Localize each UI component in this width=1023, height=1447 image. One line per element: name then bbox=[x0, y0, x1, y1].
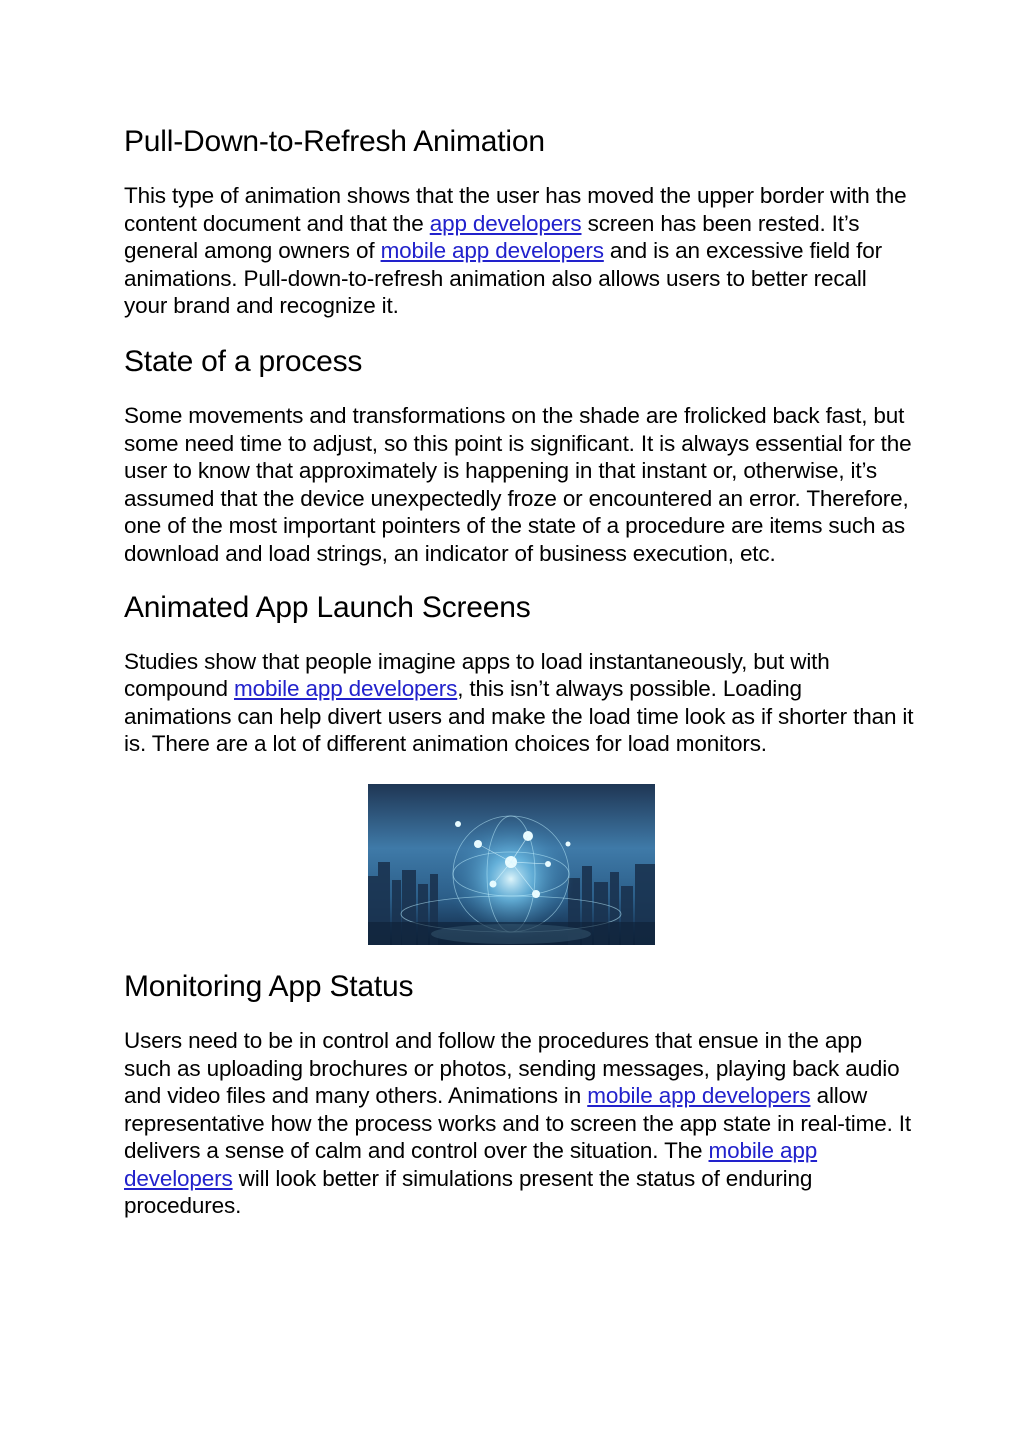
paragraph-text: and is an excessive field for animations. Pull-down-to-refresh animation also allows users to better recall your brand and recognize it. bbox=[124, 238, 882, 319]
paragraph-text: will look better if simulations present the status of enduring procedures. bbox=[124, 1165, 813, 1219]
mobile-app-developers-link[interactable]: mobile app developers bbox=[380, 238, 604, 264]
network-city-image bbox=[368, 784, 655, 945]
section-heading-state-of-process: State of a process bbox=[124, 344, 363, 378]
section-paragraph-monitoring-status bbox=[124, 1027, 914, 1220]
paragraph-text: Some movements and transformations on the shade are frolicked back fast, but some need time to adjust, so this point is significant. It is always essential for the user to know that approximately is happening in that instant or, otherwise, it’s assumed that the device unexpectedly froze or encountered an error. Therefore, one of the most important pointers of the state of a procedure are items such as download and load strings, an indicator of business execution, etc. bbox=[124, 402, 912, 566]
network-city-illustration bbox=[368, 784, 655, 945]
section-paragraph-animated-launch bbox=[124, 648, 914, 758]
section-paragraph-state-of-process bbox=[124, 402, 914, 568]
section-paragraph-pull-down bbox=[124, 182, 914, 320]
paragraph-text: allow representative how the process works and to screen the app state in real-time. It delivers a sense of calm and control over the situation. The bbox=[124, 1083, 912, 1164]
section-heading-animated-launch: Animated App Launch Screens bbox=[124, 590, 531, 624]
mobile-app-developers-link[interactable]: mobile app developers bbox=[233, 676, 458, 702]
mobile-app-developers-link[interactable]: mobile app developers bbox=[124, 1138, 818, 1191]
app-developers-link[interactable]: app developers bbox=[429, 210, 582, 236]
paragraph-text: Users need to be in control and follow the procedures that ensue in the app such as uploading brochures or photos, sending messages, playing back audio and video files and many others. Animations in bbox=[124, 1027, 900, 1109]
section-heading-pull-down: Pull-Down-to-Refresh Animation bbox=[124, 125, 545, 158]
mobile-app-developers-link[interactable]: mobile app developers bbox=[587, 1083, 811, 1109]
section-heading-monitoring-status: Monitoring App Status bbox=[124, 969, 414, 1003]
paragraph-text: This type of animation shows that the user has moved the upper border with the content document and that the bbox=[124, 183, 907, 236]
document-page bbox=[124, 120, 914, 1220]
paragraph-text: Studies show that people imagine apps to load instantaneously, but with compound bbox=[124, 648, 830, 702]
paragraph-text: screen has been rested. It’s general among owners of bbox=[124, 210, 860, 264]
paragraph-text: , this isn’t always possible. Loading animations can help divert users and make the load time look as if shorter than it is. There are a lot of different animation choices for load monitors. bbox=[124, 676, 914, 757]
